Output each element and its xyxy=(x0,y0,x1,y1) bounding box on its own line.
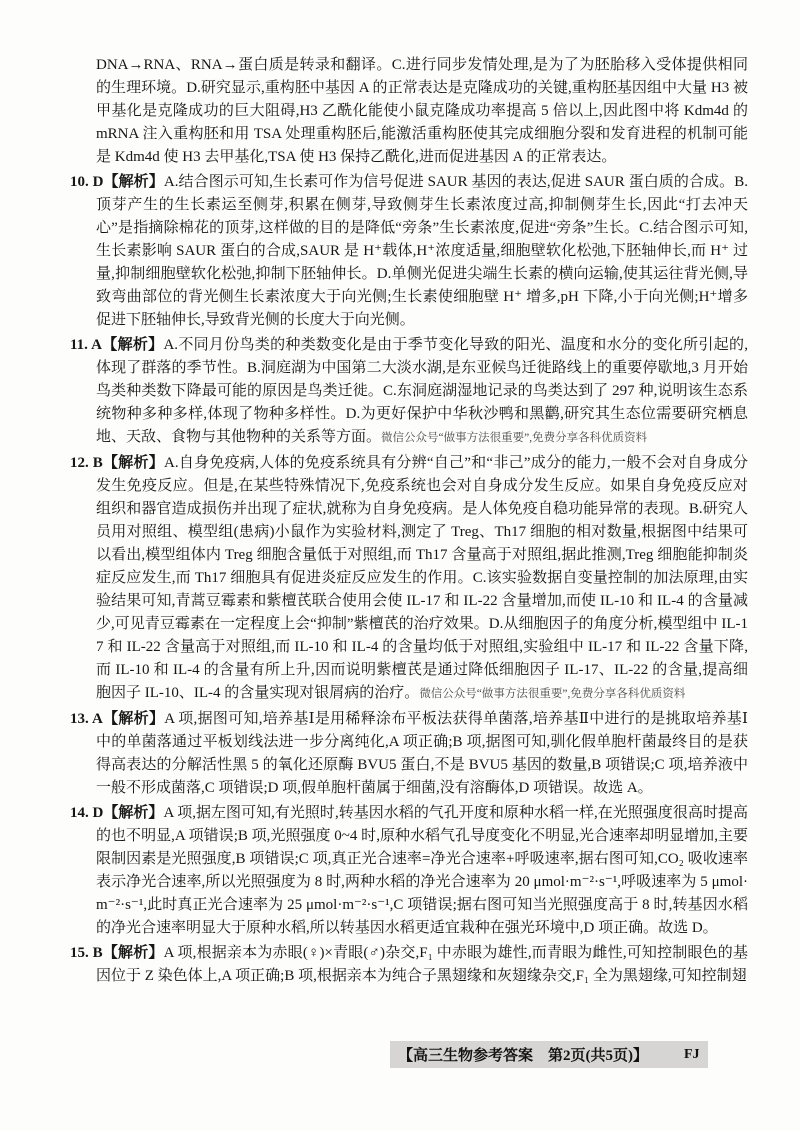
analysis-label: 【解析】 xyxy=(101,337,164,353)
answer-item-10 xyxy=(70,171,748,332)
analysis-label: 【解析】 xyxy=(102,455,165,471)
analysis-label: 【解析】 xyxy=(103,805,164,821)
answer-item-14 xyxy=(70,802,748,940)
wechat-watermark-note: 微信公众号“做事方法很重要”,免费分享各科优质资料 xyxy=(381,432,648,444)
item-number-answer: 12. B xyxy=(70,455,103,471)
wechat-watermark-note: 微信公众号“做事方法很重要”,免费分享各科优质资料 xyxy=(419,688,686,700)
item-number-answer: 13. A xyxy=(70,711,103,727)
answer-item-11 xyxy=(70,334,748,450)
item-number-answer: 15. B xyxy=(70,945,103,961)
footer-edition-code: FJ xyxy=(684,1046,700,1062)
item-number-answer: 10. D xyxy=(70,174,104,190)
footer-page-title: 【高三生物参考答案 第2页(共5页)】 xyxy=(398,1048,648,1064)
answer-item-13 xyxy=(70,708,748,800)
item-explanation-text: A.结合图示可知,生长素可作为信号促进 SAUR 基因的表达,促进 SAUR 蛋白质的合成。B.顶芽产生的生长素运至侧芽,积累在侧芽,导致侧芽生长素浓度过高,抑制侧芽生长,因此“打去冲天心”是指摘除棉花的顶芽,这样做的目的是降低“旁条”生长素浓度,促进“旁条”生长。C.结合图示可知,生长素影响 SAUR 蛋白的合成,SAUR 是 H⁺载体,H⁺浓度适量,细胞壁软化松弛,下胚轴伸长,而 H⁺ 过量,抑制细胞壁软化松弛,抑制下胚轴伸长。D.单侧光促进尖端生长素的横向运输,使其运往背光侧,导致弯曲部位的背光侧生长素浓度大于向光侧;生长素使细胞壁 H⁺ 增多,pH 下降,小于向光侧;H⁺增多促进下胚轴伸长,导致背光侧的长度大于向光侧。 xyxy=(96,174,748,328)
item-explanation-text: A 项,据图可知,培养基Ⅰ是用稀释涂布平板法获得单菌落,培养基Ⅱ中进行的是挑取培养基Ⅰ中的单菌落通过平板划线法进一步分离纯化,A 项正确;B 项,据图可知,驯化假单胞杆菌最终目的是获得高表达的分解活性黑 5 的氧化还原酶 BVU5 蛋白,不是 BVU5 基因的数量,B 项错误;C 项,培养液中一般不形成菌落,C 项错误;D 项,假单胞杆菌属于细菌,没有溶酶体,D 项错误。故选 A。 xyxy=(96,711,748,796)
analysis-label: 【解析】 xyxy=(102,711,165,727)
analysis-label: 【解析】 xyxy=(103,174,164,190)
item-explanation-text: A.自身免疫病,人体的免疫系统具有分辨“自己”和“非己”成分的能力,一般不会对自身成分发生免疫反应。但是,在某些特殊情况下,免疫系统也会对自身成分发生反应。如果自身免疫反应对组织和器官造成损伤并出现了症状,就称为自身免疫病。是人体免疫自稳功能异常的表现。B.研究人员用对照组、模型组(患病)小鼠作为实验材料,测定了 Treg、Th17 细胞的相对数量,根据图中结果可以看出,模型组体内 Treg 细胞含量低于对照组,而 Th17 含量高于对照组,据此推测,Treg 细胞能抑制炎症反应发生,而 Th17 细胞具有促进炎症反应发生的作用。C.该实验数据自变量控制的加法原理,由实验结果可知,青蒿豆霉素和紫檀芪联合使用会使 IL-17 和 IL-22 含量增加,而使 IL-10 和 IL-4 的含量减少,可见青豆霉素在一定程度上会“抑制”紫檀芪的治疗效果。D.从细胞因子的角度分析,模型组中 IL-17 和 IL-22 含量高于对照组,而 IL-10 和 IL-4 的含量均低于对照组,实验组中 IL-17 和 IL-22 含量下降,而 IL-10 和 IL-4 的含量有所上升,因而说明紫檀芪是通过降低细胞因子 IL-17、IL-22 的含量,提高细胞因子 IL-10、IL-4 的含量实现对银屑病的治疗。 xyxy=(96,455,748,701)
page-footer xyxy=(390,1041,708,1068)
continuation-text: DNA→RNA、RNA→蛋白质是转录和翻译。C.进行同步发情处理,是为了为胚胎移入受体提供相同的生理环境。D.研究显示,重构胚中基因 A 的正常表达是克隆成功的关键,重构胚基因组中大量 H3 被甲基化是克隆成功的巨大阻碍,H3 乙酰化能使小鼠克隆成功率提高 5 倍以上,因此图中将 Kdm4d 的 mRNA 注入重构胚和用 TSA 处理重构胚后,能激活重构胚使其完成细胞分裂和发育进程的机制可能是 Kdm4d 使 H3 去甲基化,TSA 使 H3 保持乙酰化,进而促进基因 A 的正常表达。 xyxy=(96,57,748,165)
continuation-paragraph xyxy=(96,54,748,169)
item-explanation-text: A.不同月份鸟类的种类数变化是由于季节变化导致的阳光、温度和水分的变化所引起的,体现了群落的季节性。B.洞庭湖为中国第二大淡水湖,是东亚候鸟迁徙路线上的重要停歇地,3 月开始鸟类种类数下降最可能的原因是鸟类迁徙。C.东洞庭湖湿地记录的鸟类达到了 297 种,说明该生态系统物种多种多样,体现了物种多样性。D.为更好保护中华秋沙鸭和黑鹳,研究其生态位需要研究栖息地、天敌、食物与其他物种的关系等方面。 xyxy=(96,337,748,445)
item-number-answer: 14. D xyxy=(70,805,104,821)
item-explanation-text: A 项,根据亲本为赤眼(♀)×青眼(♂)杂交,F₁ 中赤眼为雄性,而青眼为雌性,可知控制眼色的基因位于 Z 染色体上,A 项正确;B 项,根据亲本为纯合子黑翅缘和灰翅缘杂交,F₁ 全为黑翅缘,可知控制翅 xyxy=(96,945,748,984)
analysis-label: 【解析】 xyxy=(102,945,164,961)
answer-item-12 xyxy=(70,452,748,706)
item-number-answer: 11. A xyxy=(70,337,102,353)
item-explanation-text: A 项,据左图可知,有光照时,转基因水稻的气孔开度和原种水稻一样,在光照强度很高时提高的也不明显,A 项错误;B 项,光照强度 0~4 时,原种水稻气孔导度变化不明显,光合速率却明显增加,主要限制因素是光照强度,B 项错误;C 项,真正光合速率=净光合速率+呼吸速率,据右图可知,CO₂ 吸收速率表示净光合速率,所以光照强度为 8 时,两种水稻的净光合速率为 20 μmol·m⁻²·s⁻¹,呼吸速率为 5 μmol·m⁻²·s⁻¹,此时真正光合速率为 25 μmol·m⁻²·s⁻¹,C 项错误;据右图可知当光照强度高于 8 时,转基因水稻的净光合速率明显大于原种水稻,所以转基因水稻更适宜栽种在强光环境中,D 项正确。故选 D。 xyxy=(96,805,748,936)
answer-item-15 xyxy=(70,942,748,988)
answers-content-area xyxy=(70,52,748,988)
